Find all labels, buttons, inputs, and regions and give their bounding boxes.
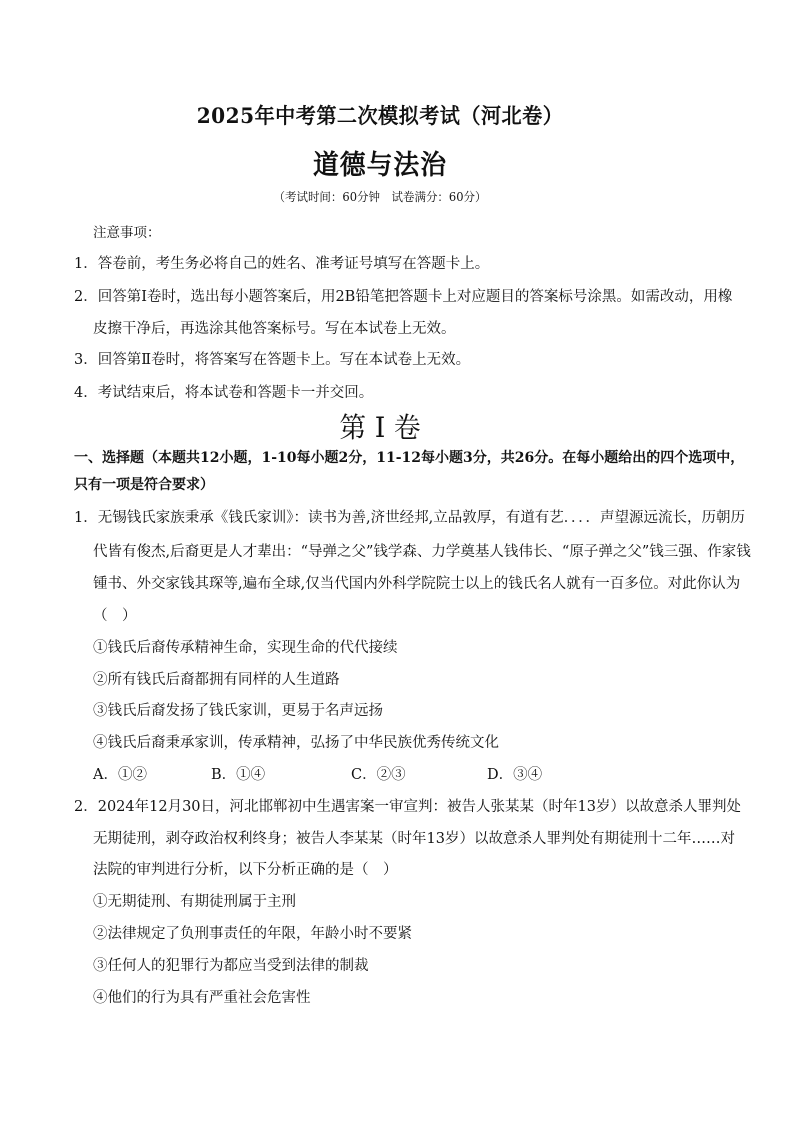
section-heading: 一、选择题（本题共12小题，1-10每小题2分，11-12每小题3分，共26分。在每小题给出的四个选项中，: [74, 450, 745, 466]
question-1-option-c: C．②③: [351, 767, 406, 783]
note-item: 1．答卷前，考生务必将自己的姓名、准考证号填写在答题卡上。: [74, 256, 490, 272]
note-item: 4．考试结束后，将本试卷和答题卡一并交回。: [74, 385, 374, 401]
question-1-statement: ②所有钱氏后裔都拥有同样的人生道路: [93, 672, 340, 688]
section-title: 第 I 卷: [339, 411, 421, 444]
question-2-statement: ④他们的行为具有严重社会危害性: [93, 990, 311, 1006]
question-1-option-a: A．①②: [93, 767, 147, 783]
question-2-statement: ②法律规定了负刑事责任的年限，年龄小时不要紧: [93, 926, 412, 942]
exam-title: 2025年中考第二次模拟考试（河北卷）: [196, 103, 564, 128]
question-1-option-d: D．③④: [487, 767, 543, 783]
question-2-stem: 2．2024年12月30日，河北邯郸初中生遇害案一审宣判：被告人张某某（时年13岁）以故意杀人罪判处: [74, 799, 741, 815]
question-2-statement: ①无期徒刑、有期徒刑属于主刑: [93, 894, 296, 910]
question-1-statement: ③钱氏后裔发扬了钱氏家训，更易于名声远扬: [93, 703, 383, 719]
question-2-stem: 无期徒刑，剥夺政治权利终身；被告人李某某（时年13岁）以故意杀人罪判处有期徒刑十二年……对: [93, 831, 735, 847]
note-item: 3．回答第Ⅱ卷时，将答案写在答题卡上。写在本试卷上无效。: [74, 352, 471, 368]
question-1-stem: 锺书、外交家钱其琛等,遍布全球,仅当代国内外科学院院士以上的钱氏名人就有一百多位。对此你认为: [93, 576, 741, 592]
question-1-stem: 1．无锡钱氏家族秉承《钱氏家训》：读书为善,济世经邦,立品敦厚，有道有艺．．．．声望源远流长，历朝历: [74, 510, 745, 526]
question-1-statement: ①钱氏后裔传承精神生命，实现生命的代代接续: [93, 640, 398, 656]
question-1-option-b: B．①④: [211, 767, 266, 783]
question-2-statement: ③任何人的犯罪行为都应当受到法律的制裁: [93, 958, 369, 974]
question-1-answer-blank: （ ）: [93, 608, 137, 624]
question-1-stem: 代皆有俊杰,后裔更是人才辈出：“导弹之父”钱学森、力学奠基人钱伟长、“原子弹之父”钱三强、作家钱: [93, 544, 751, 560]
exam-info: （考试时间：60分钟 试卷满分：60分）: [273, 190, 487, 204]
question-1-statement: ④钱氏后裔秉承家训，传承精神，弘扬了中华民族优秀传统文化: [93, 735, 499, 751]
section-heading: 只有一项是符合要求）: [74, 477, 214, 493]
subject-title: 道德与法治: [313, 150, 448, 181]
notes-heading: 注意事项：: [93, 225, 161, 241]
question-2-stem: 法院的审判进行分析，以下分析正确的是（ ）: [93, 862, 398, 878]
note-item-continuation: 皮擦干净后，再选涂其他答案标号。写在本试卷上无效。: [93, 321, 456, 337]
note-item: 2．回答第Ⅰ卷时，选出每小题答案后，用2B铅笔把答题卡上对应题目的答案标号涂黑。如需改动，用橡: [74, 289, 733, 305]
